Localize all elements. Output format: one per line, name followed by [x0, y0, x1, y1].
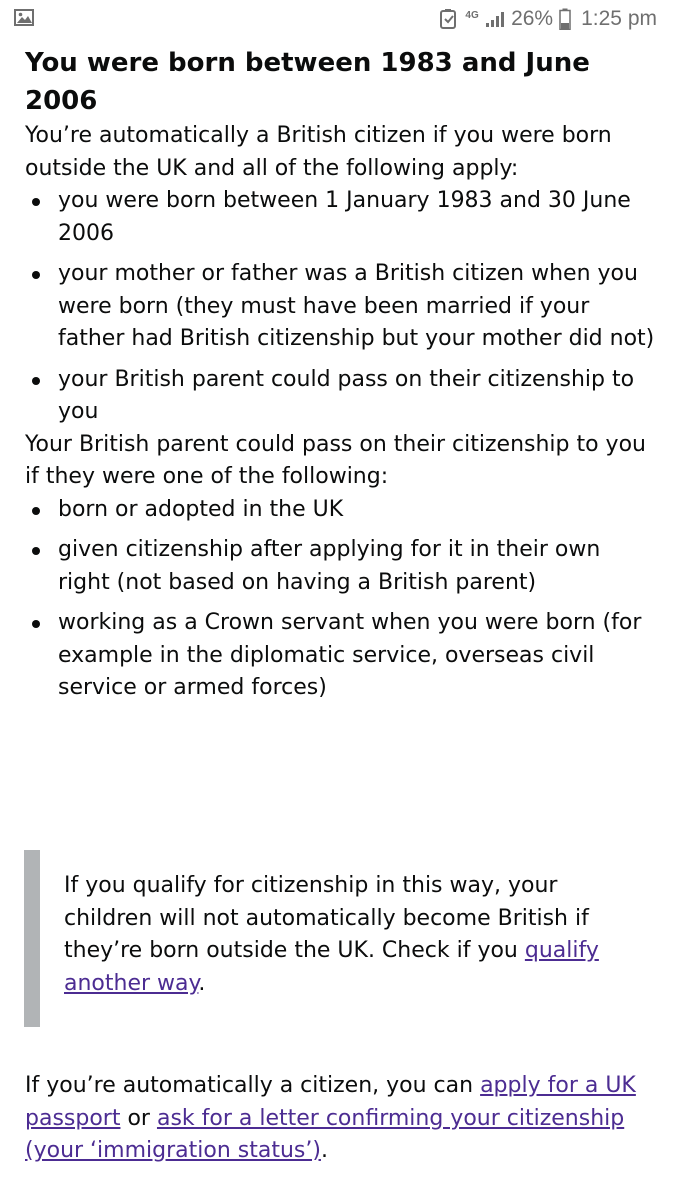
battery-percent: 26% [511, 7, 554, 30]
final-paragraph: If you’re automatically a citizen, you can apply for a UK passport or ask for a letter confirming your citizenship (your ‘immigration status’). [25, 1073, 636, 1163]
section-heading: You were born between 1983 and June 2006 [25, 48, 590, 116]
inset-paragraph: If you qualify for citizenship in this way, your children will not automatically become British if they’re born outside the UK. Check if you qualify another way. [64, 873, 599, 996]
list-item: your mother or father was a British citizen when you were born (they must have been married if your father had British citizenship but your mother did not) [25, 258, 655, 356]
parent-conditions-list [25, 494, 655, 705]
list-item: born or adopted in the UK [25, 494, 655, 527]
conditions-list [25, 185, 655, 429]
image-icon [14, 9, 34, 26]
parent-paragraph: Your British parent could pass on their citizenship to you if they were one of the following: [25, 431, 646, 489]
storage-clean-icon [439, 8, 459, 30]
inset-text [24, 850, 634, 1027]
status-icons [439, 4, 657, 34]
main-content [25, 44, 655, 705]
list-item: you were born between 1 January 1983 and 30 June 2006 [25, 185, 655, 250]
final-section [25, 1070, 655, 1168]
bullet-icon [32, 507, 40, 515]
intro-paragraph: You’re automatically a British citizen if you were born outside the UK and all of the following apply: [25, 123, 612, 181]
network-type: 4G [465, 10, 479, 21]
signal-icon [485, 10, 505, 28]
list-item: your British parent could pass on their citizenship to you [25, 364, 655, 429]
apply-passport-link[interactable]: apply for a UK passport [25, 1073, 636, 1131]
citizenship-letter-link[interactable]: ask for a letter confirming your citizenship (your ‘immigration status’) [25, 1105, 625, 1163]
clock: 1:25 pm [581, 7, 657, 30]
bullet-icon [32, 377, 40, 385]
qualify-another-way-link[interactable]: qualify another way [64, 938, 599, 996]
list-item: working as a Crown servant when you were born (for example in the diplomatic service, overseas civil service or armed forces) [25, 607, 655, 705]
bullet-icon [32, 198, 40, 206]
battery-icon [559, 8, 571, 30]
bullet-icon [32, 547, 40, 555]
bullet-icon [32, 271, 40, 279]
status-bar [0, 0, 675, 38]
list-item: given citizenship after applying for it in their own right (not based on having a British parent) [25, 534, 655, 599]
bullet-icon [32, 620, 40, 628]
